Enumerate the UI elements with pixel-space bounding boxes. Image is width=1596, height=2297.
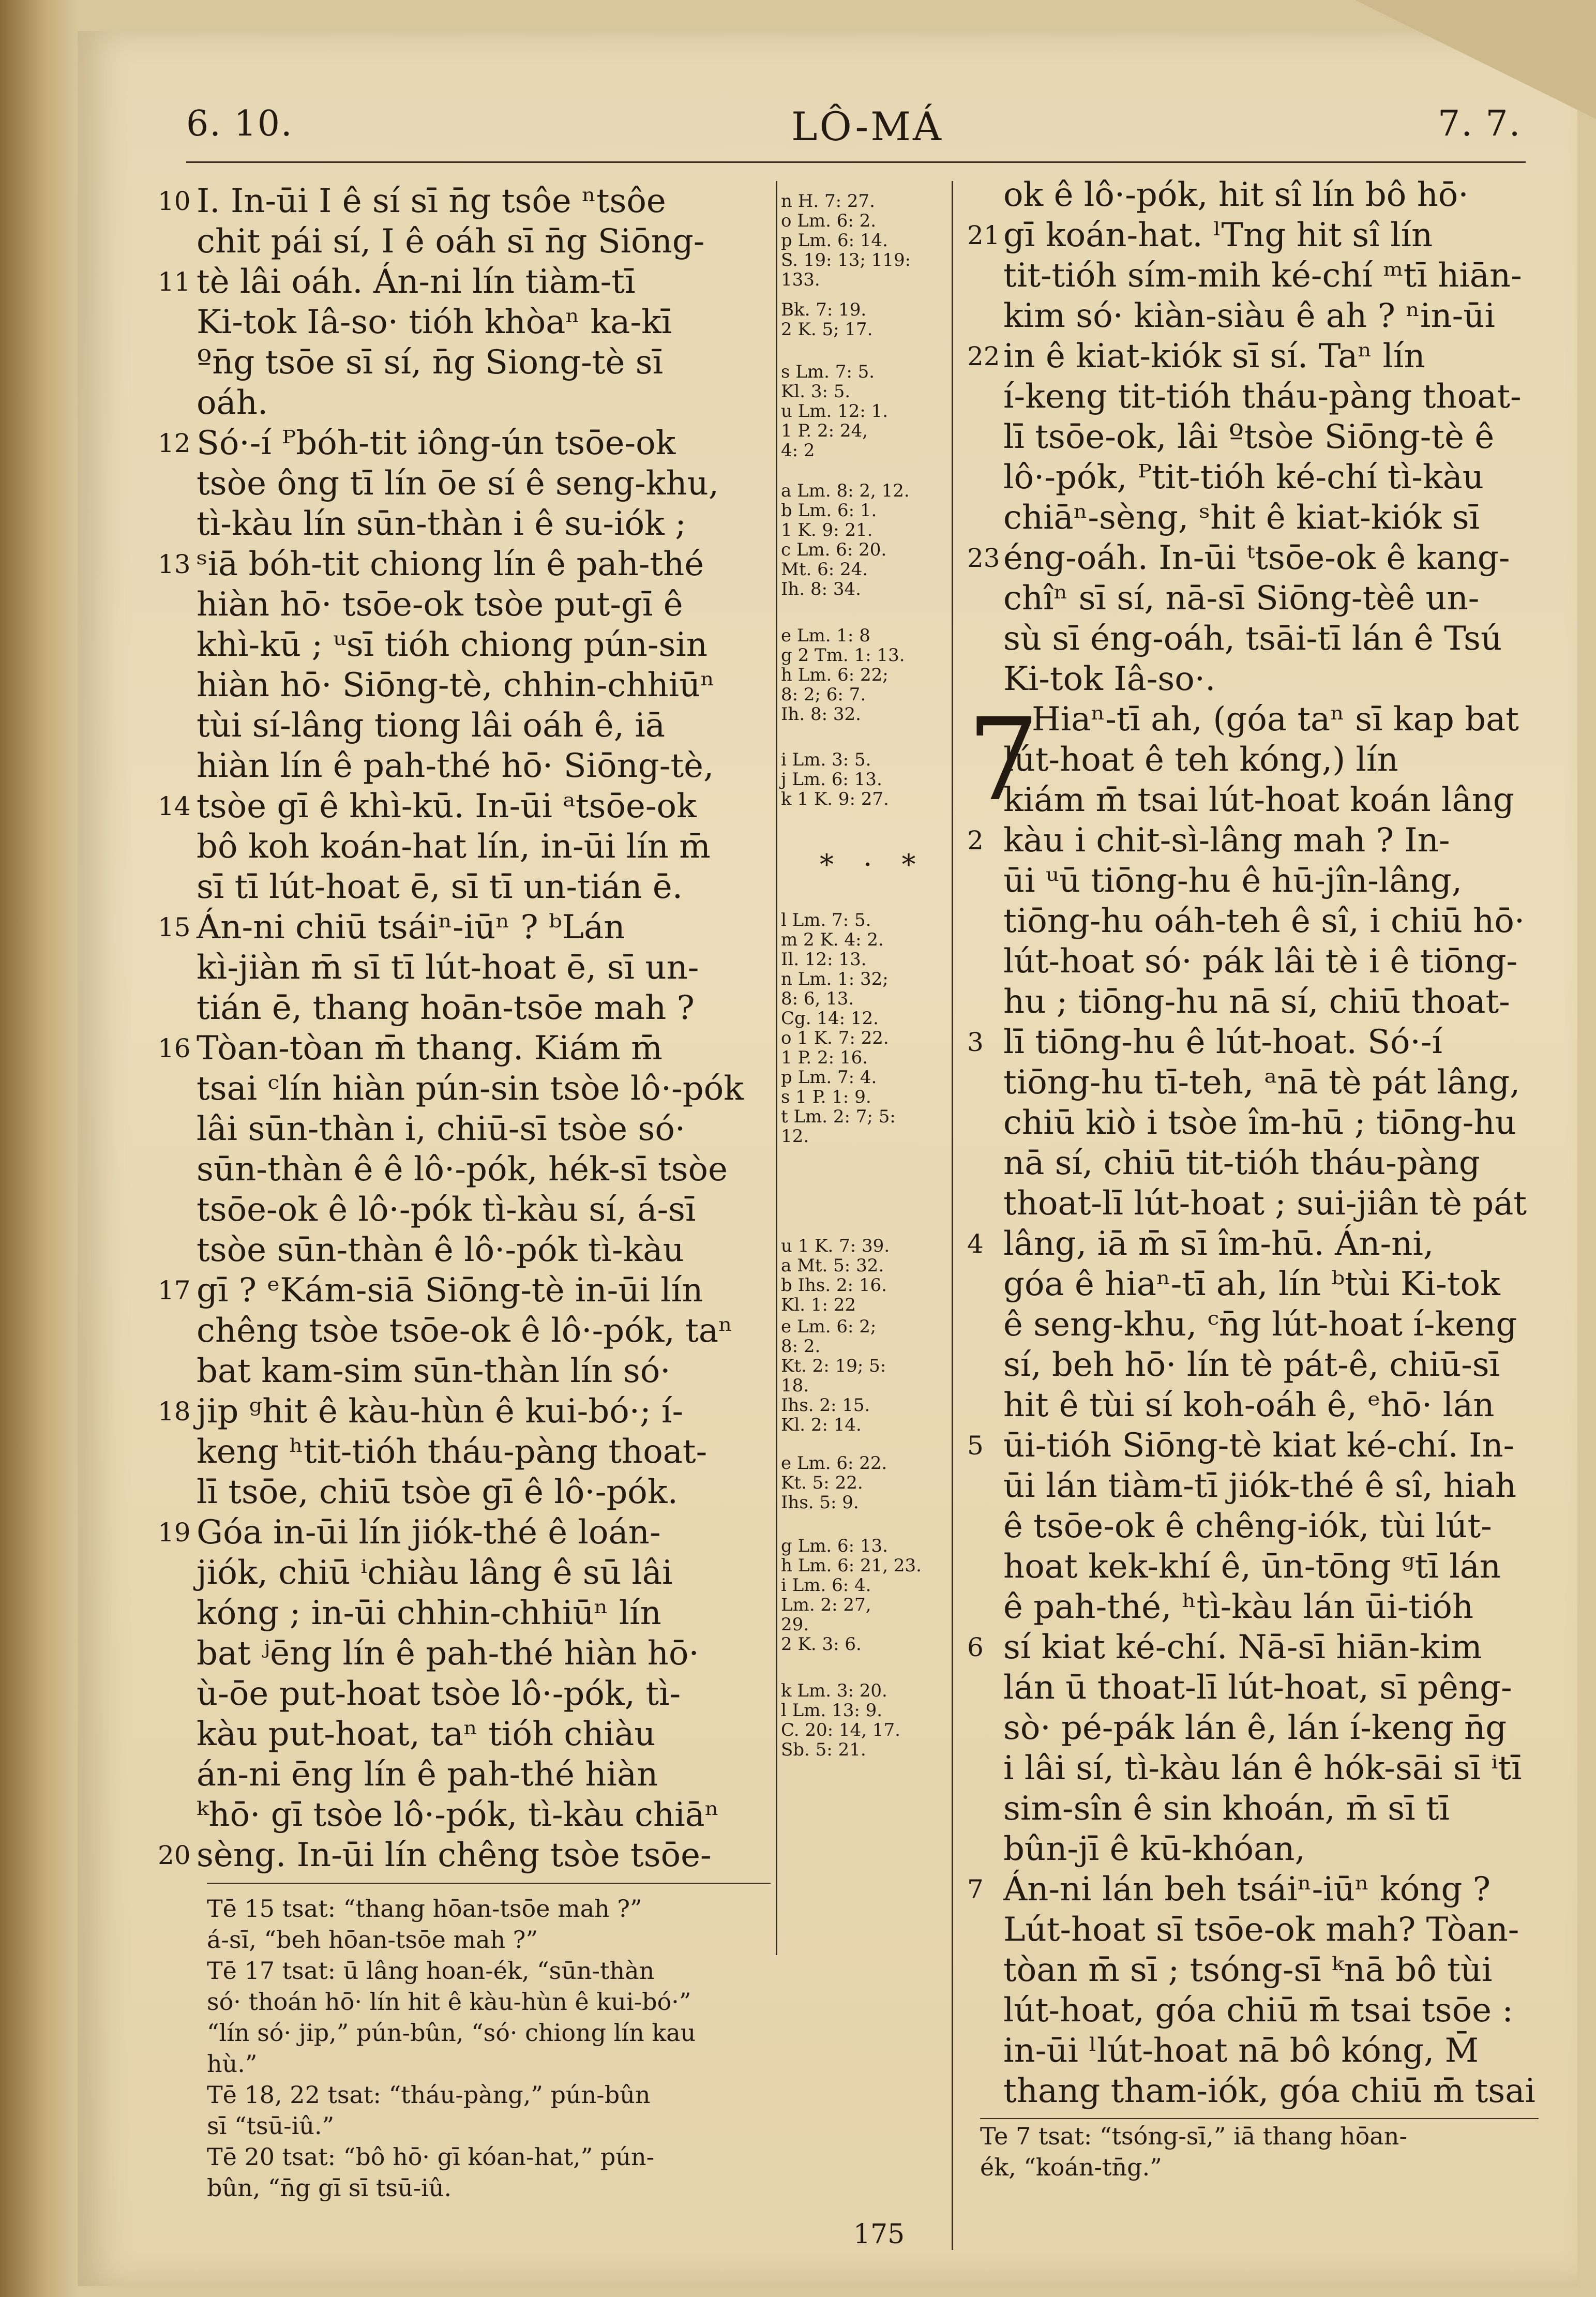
footnotes-right xyxy=(980,2121,1539,2183)
verse-text: ūi lán tiàm-tī jiók-thé ê sî, hiah xyxy=(1003,1467,1516,1505)
verse-line xyxy=(1003,941,1541,982)
footnote-line: ék, “koán-tn̄g.” xyxy=(980,2153,1162,2181)
verse-line xyxy=(197,948,771,988)
footnote-line: Tē 20 tsat: “bô hō· gī kóan-hat,” pún- xyxy=(207,2143,655,2171)
verse-number: 2 xyxy=(967,825,984,855)
cross-reference: Kt. 2: 19; 5: xyxy=(781,1356,886,1376)
verse-text: sim-sîn ê sin khoán, m̄ sī tī xyxy=(1003,1790,1450,1828)
cross-reference: s Lm. 7: 5. xyxy=(781,362,875,382)
verse-text: lâng, iā m̄ sī îm-hū. Án-ni, xyxy=(1003,1225,1434,1263)
verse-text: chîⁿ sī sí, nā-sī Siōng-tèê un- xyxy=(1003,579,1480,618)
verse-number: 20 xyxy=(158,1840,191,1870)
verse-text: gī ? ᵉKám-siā Siōng-tè in-ūi lín xyxy=(197,1271,703,1310)
verse-line xyxy=(1003,1385,1541,1425)
cross-reference: Sb. 5: 21. xyxy=(781,1739,866,1760)
verse-text: tsòe sūn-thàn ê lô·-pók tì-kàu xyxy=(197,1231,684,1269)
cross-reference: C. 20: 14, 17. xyxy=(781,1720,900,1740)
verse-number: 15 xyxy=(158,912,191,942)
verse-text: Hiaⁿ-tī ah, (góa taⁿ sī kap bat xyxy=(1032,700,1519,739)
cross-reference: Ihs. 2: 15. xyxy=(781,1395,870,1416)
cross-reference: 1 P. 2: 24, xyxy=(781,421,868,441)
verse-number: 21 xyxy=(967,220,1000,250)
verse-text: kim só· kiàn-siàu ê ah ? ⁿin-ūi xyxy=(1003,297,1495,335)
cross-reference: b Lm. 6: 1. xyxy=(781,500,877,521)
verse-text: tit-tióh sím-mih ké-chí ᵐtī hiān- xyxy=(1003,257,1522,295)
footnote-line: “lín só· jip,” pún-bûn, “só· chiong lín kau xyxy=(207,2019,696,2047)
verse-line xyxy=(1003,1708,1541,1748)
footnote-line: só· thoán hō· lín hit ê kàu-hùn ê kui-bó·” xyxy=(207,1988,691,2016)
verse-text: Ki-tok Iâ-so·. xyxy=(1003,660,1216,698)
verse-text: ūi-tióh Siōng-tè kiat ké-chí. In- xyxy=(1003,1427,1515,1465)
cross-reference: Ih. 8: 32. xyxy=(781,704,861,725)
cross-reference: k 1 K. 9: 27. xyxy=(781,789,889,809)
cross-reference: 18. xyxy=(781,1375,809,1396)
header-rule xyxy=(186,161,1526,163)
verse-text: Lút-hoat sī tsōe-ok mah? Tòan- xyxy=(1003,1911,1519,1949)
verse-text: hit ê tùi sí koh-oáh ê, ᵉhō· lán xyxy=(1003,1386,1495,1424)
verse-number: 13 xyxy=(158,549,191,579)
footnote-line: Te 7 tsat: “tsóng-sī,” iā thang hōan- xyxy=(980,2122,1407,2150)
verse-line xyxy=(158,1512,771,1553)
verse-text: oáh. xyxy=(197,384,268,422)
cross-reference: c Lm. 6: 20. xyxy=(781,539,887,560)
cross-reference: a Lm. 8: 2, 12. xyxy=(781,481,910,501)
footnote-line: bûn, “n̄g gī sī tsū-iû. xyxy=(207,2174,452,2202)
verse-text: kàu put-hoat, taⁿ tióh chiàu xyxy=(197,1715,656,1753)
verse-text: in ê kiat-kiók sī sí. Taⁿ lín xyxy=(1003,337,1425,376)
verse-text: ê tsōe-ok ê chêng-iók, tùi lút- xyxy=(1003,1507,1492,1545)
cross-reference: e Lm. 1: 8 xyxy=(781,625,870,646)
verse-line xyxy=(197,746,771,786)
verse-text: kiám m̄ tsai lút-hoat koán lâng xyxy=(1003,781,1514,819)
footnote-line: sī “tsū-iû.” xyxy=(207,2112,335,2140)
cross-reference: 1 K. 9: 21. xyxy=(781,520,873,541)
verse-text: sī tī lút-hoat ē, sī tī un-tián ē. xyxy=(197,868,683,906)
verse-line xyxy=(197,1149,771,1190)
verse-text: tòan m̄ sī ; tsóng-sī ᵏnā bô tùi xyxy=(1003,1951,1493,1989)
verse-line xyxy=(197,1754,771,1795)
verse-line xyxy=(197,463,771,504)
verse-text: keng ʰtit-tióh tháu-pàng thoat- xyxy=(197,1433,707,1471)
verse-text: hiàn lín ê pah-thé hō· Siōng-tè, xyxy=(197,747,714,785)
verse-line xyxy=(1003,2071,1541,2111)
verse-line xyxy=(197,1553,771,1593)
verse-line xyxy=(1003,296,1541,336)
verse-line xyxy=(1003,982,1541,1022)
verse-line xyxy=(158,262,771,302)
cross-reference: Kl. 3: 5. xyxy=(781,381,851,402)
verse-line xyxy=(967,1869,1541,1910)
verse-line xyxy=(1003,175,1541,215)
verse-line xyxy=(1003,1789,1541,1829)
running-header-title: LÔ-MÁ xyxy=(791,103,943,149)
verse-text: ê seng-khu, ᶜn̄g lút-hoat í-keng xyxy=(1003,1305,1517,1344)
verse-number: 5 xyxy=(967,1431,984,1461)
verse-line xyxy=(1003,256,1541,296)
verse-line xyxy=(197,504,771,544)
verse-number: 10 xyxy=(158,186,191,216)
cross-reference: u 1 K. 7: 39. xyxy=(781,1236,890,1256)
cross-reference: t Lm. 2: 7; 5: xyxy=(781,1106,896,1127)
cross-reference: k Lm. 3: 20. xyxy=(781,1680,887,1701)
verse-line xyxy=(1003,417,1541,457)
verse-line xyxy=(197,1109,771,1149)
verse-number: 17 xyxy=(158,1275,191,1305)
column-separator-left xyxy=(776,181,777,1955)
verse-line xyxy=(197,827,771,867)
verse-line xyxy=(158,544,771,584)
verse-line xyxy=(158,1391,771,1432)
cross-reference: 133. xyxy=(781,269,820,290)
cross-reference: 8: 2. xyxy=(781,1336,821,1357)
verse-line xyxy=(197,584,771,625)
verse-line xyxy=(1003,1547,1541,1587)
verse-text: chit pái sí, I ê oáh sī n̄g Siōng- xyxy=(197,222,705,261)
verse-number: 22 xyxy=(967,341,1000,371)
verse-line xyxy=(197,1069,771,1109)
verse-text: kì-jiàn m̄ sī tī lút-hoat ē, sī un- xyxy=(197,949,699,987)
verse-line xyxy=(197,1230,771,1270)
verse-line xyxy=(1003,1143,1541,1183)
chapter-number: 7 xyxy=(967,694,1040,826)
verse-number: 12 xyxy=(158,428,191,458)
verse-text: tè lâi oáh. Án-ni lín tiàm-tī xyxy=(197,263,636,301)
verse-text: sèng. In-ūi lín chêng tsòe tsōe- xyxy=(197,1836,712,1874)
verse-line xyxy=(1003,619,1541,659)
verse-text: Ki-tok Iâ-so· tióh khòaⁿ ka-kī xyxy=(197,303,672,341)
cross-reference: g 2 Tm. 1: 13. xyxy=(781,645,905,666)
cross-reference: Kt. 5: 22. xyxy=(781,1473,863,1493)
verse-line xyxy=(1003,1748,1541,1789)
verse-text: Góa in-ūi lín jiók-thé ê loán- xyxy=(197,1513,661,1552)
verse-line xyxy=(1003,1506,1541,1547)
verse-line xyxy=(1003,578,1541,619)
book-spine xyxy=(0,0,78,2297)
verse-line xyxy=(1003,861,1541,901)
verse-text: ok ê lô·-pók, hit sî lín bô hō· xyxy=(1003,176,1469,214)
verse-line xyxy=(1003,1345,1541,1385)
verse-text: kóng ; in-ūi chhin-chhiūⁿ lín xyxy=(197,1594,661,1632)
verse-text: tián ē, thang hoān-tsōe mah ? xyxy=(197,989,695,1027)
verse-text: tiōng-hu oáh-teh ê sî, i chiū hō· xyxy=(1003,902,1525,940)
verse-line xyxy=(197,1472,771,1512)
verse-text: án-ni ēng lín ê pah-thé hiàn xyxy=(197,1755,658,1794)
footnote-rule-right xyxy=(980,2118,1539,2119)
cross-reference: i Lm. 6: 4. xyxy=(781,1575,871,1596)
verse-text: ºn̄g tsōe sī sí, n̄g Siong-tè sī xyxy=(197,343,664,382)
cross-reference: m 2 K. 4: 2. xyxy=(781,929,884,950)
cross-reference: h Lm. 6: 21, 23. xyxy=(781,1555,922,1576)
verse-text: ù-ōe put-hoat tsòe lô·-pók, tì- xyxy=(197,1675,681,1713)
verse-text: Só·-í ᴾbóh-tit iông-ún tsōe-ok xyxy=(197,424,676,462)
verse-text: sò· pé-pák lán ê, lán í-keng n̄g xyxy=(1003,1709,1507,1747)
cross-reference: s 1 P. 1: 9. xyxy=(781,1087,871,1107)
verse-text: í-keng tit-tióh tháu-pàng thoat- xyxy=(1003,378,1522,416)
verse-text: ˢiā bóh-tit chiong lín ê pah-thé xyxy=(197,545,704,583)
verse-text: lô·-pók, ᴾtit-tióh ké-chí tì-kàu xyxy=(1003,458,1484,497)
cross-reference: j Lm. 6: 13. xyxy=(781,769,882,790)
verse-text: bat ʲēng lín ê pah-thé hiàn hō· xyxy=(197,1634,699,1673)
cross-reference: Kl. 2: 14. xyxy=(781,1415,862,1435)
verse-number: 11 xyxy=(158,267,191,297)
verse-line xyxy=(1003,1466,1541,1506)
verse-line xyxy=(1003,1062,1541,1103)
verse-text: chiāⁿ-sèng, ˢhit ê kiat-kiók sī xyxy=(1003,499,1480,537)
verse-line xyxy=(197,383,771,423)
verse-number: 23 xyxy=(967,543,1000,573)
verse-text: tùi sí-lâng tiong lâi oáh ê, iā xyxy=(197,707,665,745)
verse-line xyxy=(967,1425,1541,1466)
verse-line xyxy=(197,1714,771,1754)
cross-reference: Ih. 8: 34. xyxy=(781,579,861,599)
verse-line xyxy=(197,988,771,1028)
verse-line xyxy=(197,705,771,746)
verse-line xyxy=(197,1674,771,1714)
verse-line xyxy=(197,1190,771,1230)
cross-reference: u Lm. 12: 1. xyxy=(781,401,889,422)
verse-line xyxy=(197,1311,771,1351)
verse-text: bô koh koán-hat lín, in-ūi lín m̄ xyxy=(197,828,711,866)
verse-text: ᵏhō· gī tsòe lô·-pók, tì-kàu chiāⁿ xyxy=(197,1796,719,1834)
cross-reference: Mt. 6: 24. xyxy=(781,559,868,580)
cross-reference: b Ihs. 2: 16. xyxy=(781,1275,887,1296)
verse-line xyxy=(1003,1990,1541,2031)
verse-number: 7 xyxy=(967,1874,984,1904)
verse-line xyxy=(197,302,771,342)
section-stars: * · * xyxy=(820,848,926,881)
verse-line xyxy=(1003,780,1541,820)
verse-line xyxy=(197,1795,771,1835)
verse-text: lâi sūn-thàn i, chiū-sī tsòe só· xyxy=(197,1110,686,1148)
verse-text: Tòan-tòan m̄ thang. Kiám m̄ xyxy=(197,1029,663,1068)
verse-line xyxy=(1003,740,1541,780)
verse-line xyxy=(1003,1264,1541,1304)
verse-text: gī koán-hat. ˡTng hit sî lín xyxy=(1003,216,1433,254)
verse-line xyxy=(158,1270,771,1311)
verse-number: 18 xyxy=(158,1397,191,1427)
verse-text: kàu i chit-sì-lâng mah ? In- xyxy=(1003,821,1450,860)
verse-text: lán ū thoat-lī lút-hoat, sī pêng- xyxy=(1003,1669,1512,1707)
verse-text: jip ᵍhit ê kàu-hùn ê kui-bó·; í- xyxy=(197,1392,684,1431)
verse-text: khì-kū ; ᵘsī tióh chiong pún-sin xyxy=(197,626,707,664)
verse-text: I. In-ūi I ê sí sī n̄g tsôe ⁿtsôe xyxy=(197,182,666,220)
verse-text: bûn-jī ê kū-khóan, xyxy=(1003,1830,1305,1868)
verse-line xyxy=(967,538,1541,578)
verse-line xyxy=(1003,1950,1541,1990)
left-text-column xyxy=(158,181,771,1875)
verse-text: i lâi sí, tì-kàu lán ê hók-sāi sī ⁱtī xyxy=(1003,1749,1522,1788)
verse-text: thoat-lī lút-hoat ; sui-jiân tè pát xyxy=(1003,1184,1527,1223)
verse-text: sí kiat ké-chí. Nā-sī hiān-kim xyxy=(1003,1628,1482,1667)
verse-text: jiók, chiū ⁱchiàu lâng ê sū lâi xyxy=(197,1554,673,1592)
verse-text: lút-hoat ê teh kóng,) lín xyxy=(1003,741,1398,779)
verse-text: tsòe ông tī lín ōe sí ê seng-khu, xyxy=(197,464,719,503)
verse-line xyxy=(158,181,771,221)
verse-line xyxy=(1003,498,1541,538)
footnotes-left xyxy=(207,1893,771,2203)
verse-line xyxy=(197,221,771,262)
verse-line xyxy=(197,665,771,705)
verse-text: lī tiōng-hu ê lút-hoat. Só·-í xyxy=(1003,1023,1442,1061)
verse-text: ê pah-thé, ʰtì-kàu lán ūi-tióh xyxy=(1003,1588,1474,1626)
verse-line xyxy=(1003,1910,1541,1950)
verse-text: nā sí, chiū tit-tióh tháu-pàng xyxy=(1003,1144,1480,1182)
cross-reference: Il. 12: 13. xyxy=(781,949,867,970)
cross-reference: 1 P. 2: 16. xyxy=(781,1047,868,1068)
verse-line xyxy=(967,1627,1541,1668)
verse-text: lī tsōe-ok, lâi ºtsòe Siōng-tè ê xyxy=(1003,418,1495,456)
cross-reference: l Lm. 7: 5. xyxy=(781,910,871,930)
verse-line xyxy=(197,867,771,907)
footnote-line: hù.” xyxy=(207,2050,258,2078)
cross-reference: 2 K. 3: 6. xyxy=(781,1634,862,1655)
verse-number: 16 xyxy=(158,1033,191,1063)
cross-reference: e Lm. 6: 22. xyxy=(781,1453,887,1474)
verse-line xyxy=(967,820,1541,861)
cross-reference: 8: 6, 13. xyxy=(781,988,854,1009)
verse-text: sí, beh hō· lín tè pát-ê, chiū-sī xyxy=(1003,1346,1500,1384)
cross-reference: Lm. 2: 27, xyxy=(781,1595,871,1615)
verse-line xyxy=(158,1835,771,1875)
verse-line xyxy=(197,1351,771,1391)
verse-line xyxy=(1003,659,1541,699)
verse-line xyxy=(158,907,771,948)
verse-text: hiàn hō· tsōe-ok tsòe put-gī ê xyxy=(197,585,683,624)
cross-reference: Kl. 1: 22 xyxy=(781,1295,856,1315)
verse-text: lī tsōe, chiū tsòe gī ê lô·-pók. xyxy=(197,1473,678,1511)
verse-line xyxy=(1003,1668,1541,1708)
cross-reference: o Lm. 6: 2. xyxy=(781,211,877,231)
cross-reference: n Lm. 1: 32; xyxy=(781,969,889,989)
cross-reference: i Lm. 3: 5. xyxy=(781,749,871,770)
verse-text: in-ūi ˡlút-hoat nā bô kóng, M̄ xyxy=(1003,2032,1479,2070)
cross-reference: p Lm. 7: 4. xyxy=(781,1067,877,1088)
verse-text: góa ê hiaⁿ-tī ah, lín ᵇtùi Ki-tok xyxy=(1003,1265,1500,1303)
verse-line xyxy=(1003,377,1541,417)
verse-line xyxy=(158,786,771,827)
verse-text: sù sī éng-oáh, tsāi-tī lán ê Tsú xyxy=(1003,620,1502,658)
verse-line xyxy=(197,625,771,665)
verse-text: Án-ni chiū tsáiⁿ-iūⁿ ? ᵇLán xyxy=(197,908,625,947)
verse-text: lút-hoat, góa chiū m̄ tsai tsōe : xyxy=(1003,1991,1513,2030)
verse-line xyxy=(1003,1829,1541,1869)
footnote-line: Tē 15 tsat: “thang hōan-tsōe mah ?” xyxy=(207,1895,642,1923)
verse-text: tiōng-hu tī-teh, ᵃnā tè pát lâng, xyxy=(1003,1063,1520,1102)
verse-line xyxy=(1003,1304,1541,1345)
verse-text: hu ; tiōng-hu nā sí, chiū thoat- xyxy=(1003,983,1510,1021)
column-separator-right xyxy=(952,181,953,2250)
verse-line xyxy=(1003,457,1541,498)
running-header-left: 6. 10. xyxy=(186,103,293,144)
verse-text: chêng tsòe tsōe-ok ê lô·-pók, taⁿ xyxy=(197,1312,733,1350)
verse-line xyxy=(967,336,1541,377)
page-number: 175 xyxy=(853,2219,905,2250)
verse-line xyxy=(1003,901,1541,941)
right-text-column xyxy=(967,175,1541,2111)
verse-number: 14 xyxy=(158,791,191,821)
cross-reference: l Lm. 13: 9. xyxy=(781,1700,883,1721)
cross-reference: 12. xyxy=(781,1126,809,1147)
running-header-right: 7. 7. xyxy=(1438,103,1522,144)
cross-reference: o 1 K. 7: 22. xyxy=(781,1028,889,1048)
verse-text: hiàn hō· Siōng-tè, chhin-chhiūⁿ xyxy=(197,666,715,704)
verse-line xyxy=(967,1022,1541,1062)
verse-line xyxy=(158,423,771,463)
verse-text: chiū kiò i tsòe îm-hū ; tiōng-hu xyxy=(1003,1104,1516,1142)
verse-line xyxy=(197,1432,771,1472)
verse-text: bat kam-sim sūn-thàn lín só· xyxy=(197,1352,671,1390)
verse-text: Án-ni lán beh tsáiⁿ-iūⁿ kóng ? xyxy=(1003,1870,1491,1909)
verse-line xyxy=(967,1224,1541,1264)
verse-text: hoat kek-khí ê, ūn-tōng ᵍtī lán xyxy=(1003,1548,1501,1586)
cross-reference: e Lm. 6: 2; xyxy=(781,1316,877,1337)
cross-reference: 4: 2 xyxy=(781,440,815,461)
verse-text: tsai ᶜlín hiàn pún-sin tsòe lô·-pók xyxy=(197,1070,744,1108)
cross-reference: Cg. 14: 12. xyxy=(781,1008,879,1029)
verse-number: 19 xyxy=(158,1518,191,1548)
cross-reference: 29. xyxy=(781,1614,809,1635)
footnote-line: Tē 18, 22 tsat: “tháu-pàng,” pún-bûn xyxy=(207,2081,651,2109)
verse-line xyxy=(197,1633,771,1674)
verse-text: ūi ᵘū tiōng-hu ê hū-jîn-lâng, xyxy=(1003,862,1463,900)
verse-number: 6 xyxy=(967,1632,984,1662)
cross-reference: Bk. 7: 19. xyxy=(781,299,867,320)
verse-line xyxy=(1003,1587,1541,1627)
cross-reference: a Mt. 5: 32. xyxy=(781,1255,884,1276)
verse-line xyxy=(1003,2031,1541,2071)
cross-reference: S. 19: 13; 119: xyxy=(781,250,911,271)
cross-reference: g Lm. 6: 13. xyxy=(781,1536,888,1556)
verse-line xyxy=(158,1028,771,1069)
verse-text: tì-kàu lín sūn-thàn i ê su-iók ; xyxy=(197,505,686,543)
cross-reference: 8: 2; 6: 7. xyxy=(781,684,866,705)
footnote-rule-left xyxy=(207,1883,771,1884)
verse-line xyxy=(967,215,1541,256)
footnote-line: Tē 17 tsat: ū lâng hoan-ék, “sūn-thàn xyxy=(207,1957,655,1985)
cross-reference: 2 K. 5; 17. xyxy=(781,319,873,340)
cross-reference: p Lm. 6: 14. xyxy=(781,230,888,251)
verse-text: éng-oáh. In-ūi ᵗtsōe-ok ê kang- xyxy=(1003,539,1510,577)
footnote-line: á-sī, “beh hōan-tsōe mah ?” xyxy=(207,1926,538,1954)
verse-line xyxy=(197,342,771,383)
verse-text: tsòe gī ê khì-kū. In-ūi ᵃtsōe-ok xyxy=(197,787,697,825)
verse-line xyxy=(197,1593,771,1633)
verse-text: lút-hoat só· pák lâi tè i ê tiōng- xyxy=(1003,942,1518,981)
verse-line xyxy=(1003,1183,1541,1224)
verse-number: 4 xyxy=(967,1229,984,1259)
verse-number: 3 xyxy=(967,1027,984,1057)
verse-line xyxy=(1003,1103,1541,1143)
cross-reference: n H. 7: 27. xyxy=(781,191,875,212)
verse-text: tsōe-ok ê lô·-pók tì-kàu sí, á-sī xyxy=(197,1191,696,1229)
cross-reference: Ihs. 5: 9. xyxy=(781,1492,859,1513)
cross-reference: h Lm. 6: 22; xyxy=(781,665,889,685)
verse-text: thang tham-iók, góa chiū m̄ tsai xyxy=(1003,2072,1535,2110)
verse-text: sūn-thàn ê ê lô·-pók, hék-sī tsòe xyxy=(197,1150,728,1189)
